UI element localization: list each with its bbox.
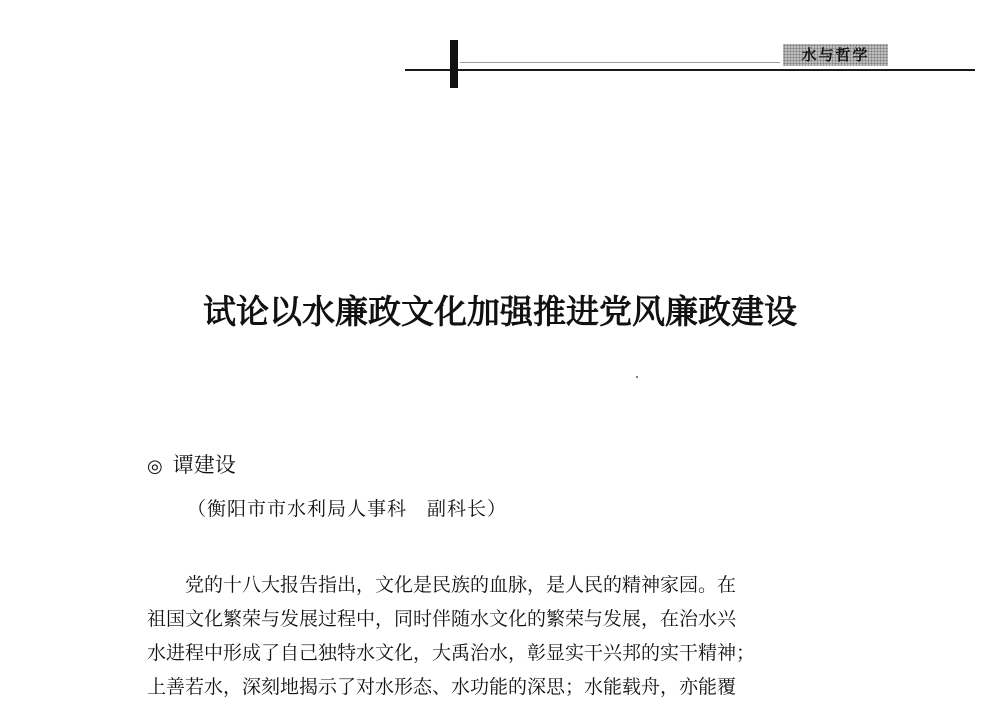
body-text: [147, 568, 847, 704]
body-line: 党的十八大报告指出，文化是民族的血脉，是人民的精神家园。在: [185, 574, 737, 596]
author-line: [147, 450, 236, 482]
header-rule: [405, 69, 975, 71]
article-title: 试论以水廉政文化加强推进党风廉政建设: [203, 292, 797, 331]
body-line: 水进程中形成了自己独特水文化，大禹治水，彰显实干兴邦的实干精神；: [147, 642, 756, 664]
author-affiliation: （衡阳市市水利局人事科 副科长）: [187, 498, 508, 520]
body-line: 祖国文化繁荣与发展过程中，同时伴随水文化的繁荣与发展，在治水兴: [147, 608, 737, 630]
body-line: 上善若水，深刻地揭示了对水形态、水功能的深思；水能载舟，亦能覆: [147, 676, 737, 698]
section-tag: 水与哲学: [783, 44, 888, 66]
header-marker: [450, 40, 458, 88]
author-name: 谭建设: [172, 453, 236, 477]
stray-dot: [636, 376, 638, 378]
double-circle-icon: ◎: [147, 456, 163, 477]
header-thin-rule: [460, 62, 780, 63]
